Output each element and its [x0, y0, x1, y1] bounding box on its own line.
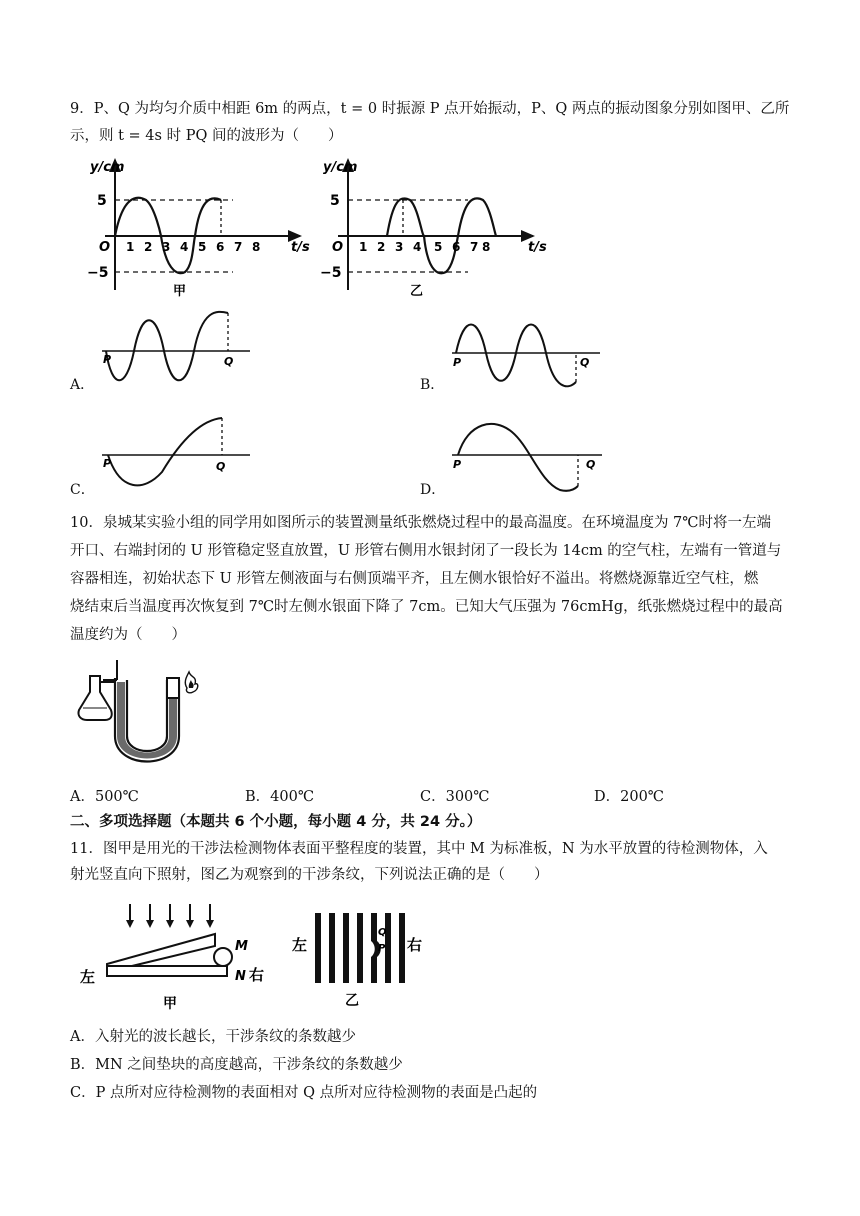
section-2-heading: 二、多项选择题（本题共 6 个小题，每小题 4 分，共 24 分。） — [70, 814, 482, 830]
yi-tick-8: 8 — [482, 240, 491, 254]
q9-line-1: 9．P、Q 为均匀介质中相距 6m 的两点，t = 0 时振源 P 点开始振动，P、Q 两点的振动图象分别如图甲、乙所 — [70, 101, 790, 117]
opt-c-q: Q — [216, 460, 226, 473]
jia-caption-11: 甲 — [163, 996, 177, 1012]
q10-option-c[interactable]: C．300℃ — [420, 789, 490, 805]
opt-b-q: Q — [580, 356, 590, 369]
yi-q-11: Q — [378, 927, 387, 938]
yi-caption: 乙 — [410, 284, 424, 299]
yi-tick-6: 6 — [452, 240, 461, 254]
jia-origin: O — [99, 240, 111, 255]
q9-option-a-wave — [100, 305, 255, 385]
q11-option-b[interactable]: B．MN 之间垫块的高度越高，干涉条纹的条数越少 — [70, 1057, 403, 1073]
yi-tick-3: 3 — [395, 240, 404, 254]
q9-option-c-label[interactable]: C． — [70, 482, 95, 498]
q11-line-2: 射光竖直向下照射，图乙为观察到的干涉条纹，下列说法正确的是（ ） — [70, 867, 549, 883]
q11-apparatus-jia — [75, 900, 280, 1015]
opt-a-p: P — [103, 353, 112, 366]
jia-yn5: −5 — [87, 265, 109, 281]
yi-tick-7: 7 — [470, 240, 479, 254]
q10-u-tube-apparatus — [75, 658, 210, 773]
yi-p-11: P — [378, 943, 386, 954]
q11-fringes-yi — [290, 905, 425, 1015]
jia-left: 左 — [80, 968, 96, 986]
jia-tick-7: 7 — [234, 240, 243, 254]
q9-option-c-wave — [100, 412, 255, 492]
q10-line-3: 容器相连，初始状态下 U 形管左侧液面与右侧顶端平齐，且左侧水银恰好不溢出。将燃烧源靠近空气柱，燃 — [70, 571, 759, 587]
jia-caption: 甲 — [173, 284, 187, 299]
yi-right-11: 右 — [407, 936, 423, 954]
jia-right: 右 — [249, 966, 265, 984]
q10-option-b[interactable]: B．400℃ — [245, 789, 315, 805]
yi-tick-1: 1 — [359, 240, 368, 254]
jia-n: N — [235, 969, 246, 984]
yi-left-11: 左 — [292, 936, 308, 954]
opt-d-p: P — [453, 458, 462, 471]
q10-line-1: 10．泉城某实验小组的同学用如图所示的装置测量纸张燃烧过程中的最高温度。在环境温度为 7℃时将一左端 — [70, 515, 772, 531]
q10-option-a[interactable]: A．500℃ — [70, 789, 139, 805]
jia-tick-6: 6 — [216, 240, 225, 254]
opt-a-q: Q — [224, 355, 234, 368]
opt-d-q: Q — [586, 458, 596, 471]
q9-option-d-wave — [450, 412, 610, 492]
yi-origin: O — [332, 240, 344, 255]
yi-caption-11: 乙 — [345, 993, 359, 1009]
q11-option-a[interactable]: A．入射光的波长越长，干涉条纹的条数越少 — [70, 1029, 356, 1045]
jia-tick-8: 8 — [252, 240, 261, 254]
q9-option-a-label[interactable]: A． — [70, 377, 95, 393]
yi-tick-4: 4 — [413, 240, 422, 254]
opt-c-p: P — [103, 457, 112, 470]
q10-line-4: 烧结束后当温度再次恢复到 7℃时左侧水银面下降了 7cm。已知大气压强为 76cmHg，纸张燃烧过程中的最高 — [70, 599, 783, 615]
q9-graph-yi — [318, 155, 558, 300]
opt-b-p: P — [453, 356, 462, 369]
q9-option-d-label[interactable]: D． — [420, 482, 446, 498]
q9-option-b-wave — [450, 310, 605, 390]
q10-line-2: 开口、右端封闭的 U 形管稳定竖直放置，U 形管右侧用水银封闭了一段长为 14cm 的空气柱，左端有一管道与 — [70, 543, 782, 559]
jia-tick-1: 1 — [126, 240, 135, 254]
yi-yn5: −5 — [320, 265, 342, 281]
jia-y5: 5 — [97, 193, 107, 209]
jia-m: M — [235, 939, 248, 954]
q11-line-1: 11．图甲是用光的干涉法检测物体表面平整程度的装置，其中 M 为标准板，N 为水平放置的待检测物体，入 — [70, 841, 768, 857]
jia-tick-5: 5 — [198, 240, 207, 254]
q9-option-b-label[interactable]: B． — [420, 377, 445, 393]
q11-option-c[interactable]: C．P 点所对应待检测物的表面相对 Q 点所对应待检测物的表面是凸起的 — [70, 1085, 538, 1101]
yi-y5: 5 — [330, 193, 340, 209]
yi-ylabel: y/cm — [323, 160, 358, 175]
yi-tick-5: 5 — [434, 240, 443, 254]
jia-tick-4: 4 — [180, 240, 189, 254]
q9-line-2: 示，则 t = 4s 时 PQ 间的波形为（ ） — [70, 128, 343, 144]
q10-line-5: 温度约为（ ） — [70, 627, 186, 643]
yi-xlabel: t/s — [528, 240, 547, 255]
q9-graph-jia — [85, 155, 320, 300]
q10-option-d[interactable]: D．200℃ — [594, 789, 665, 805]
jia-tick-2: 2 — [144, 240, 153, 254]
jia-tick-3: 3 — [162, 240, 171, 254]
yi-tick-2: 2 — [377, 240, 386, 254]
jia-xlabel: t/s — [291, 240, 310, 255]
jia-ylabel: y/cm — [90, 160, 125, 175]
